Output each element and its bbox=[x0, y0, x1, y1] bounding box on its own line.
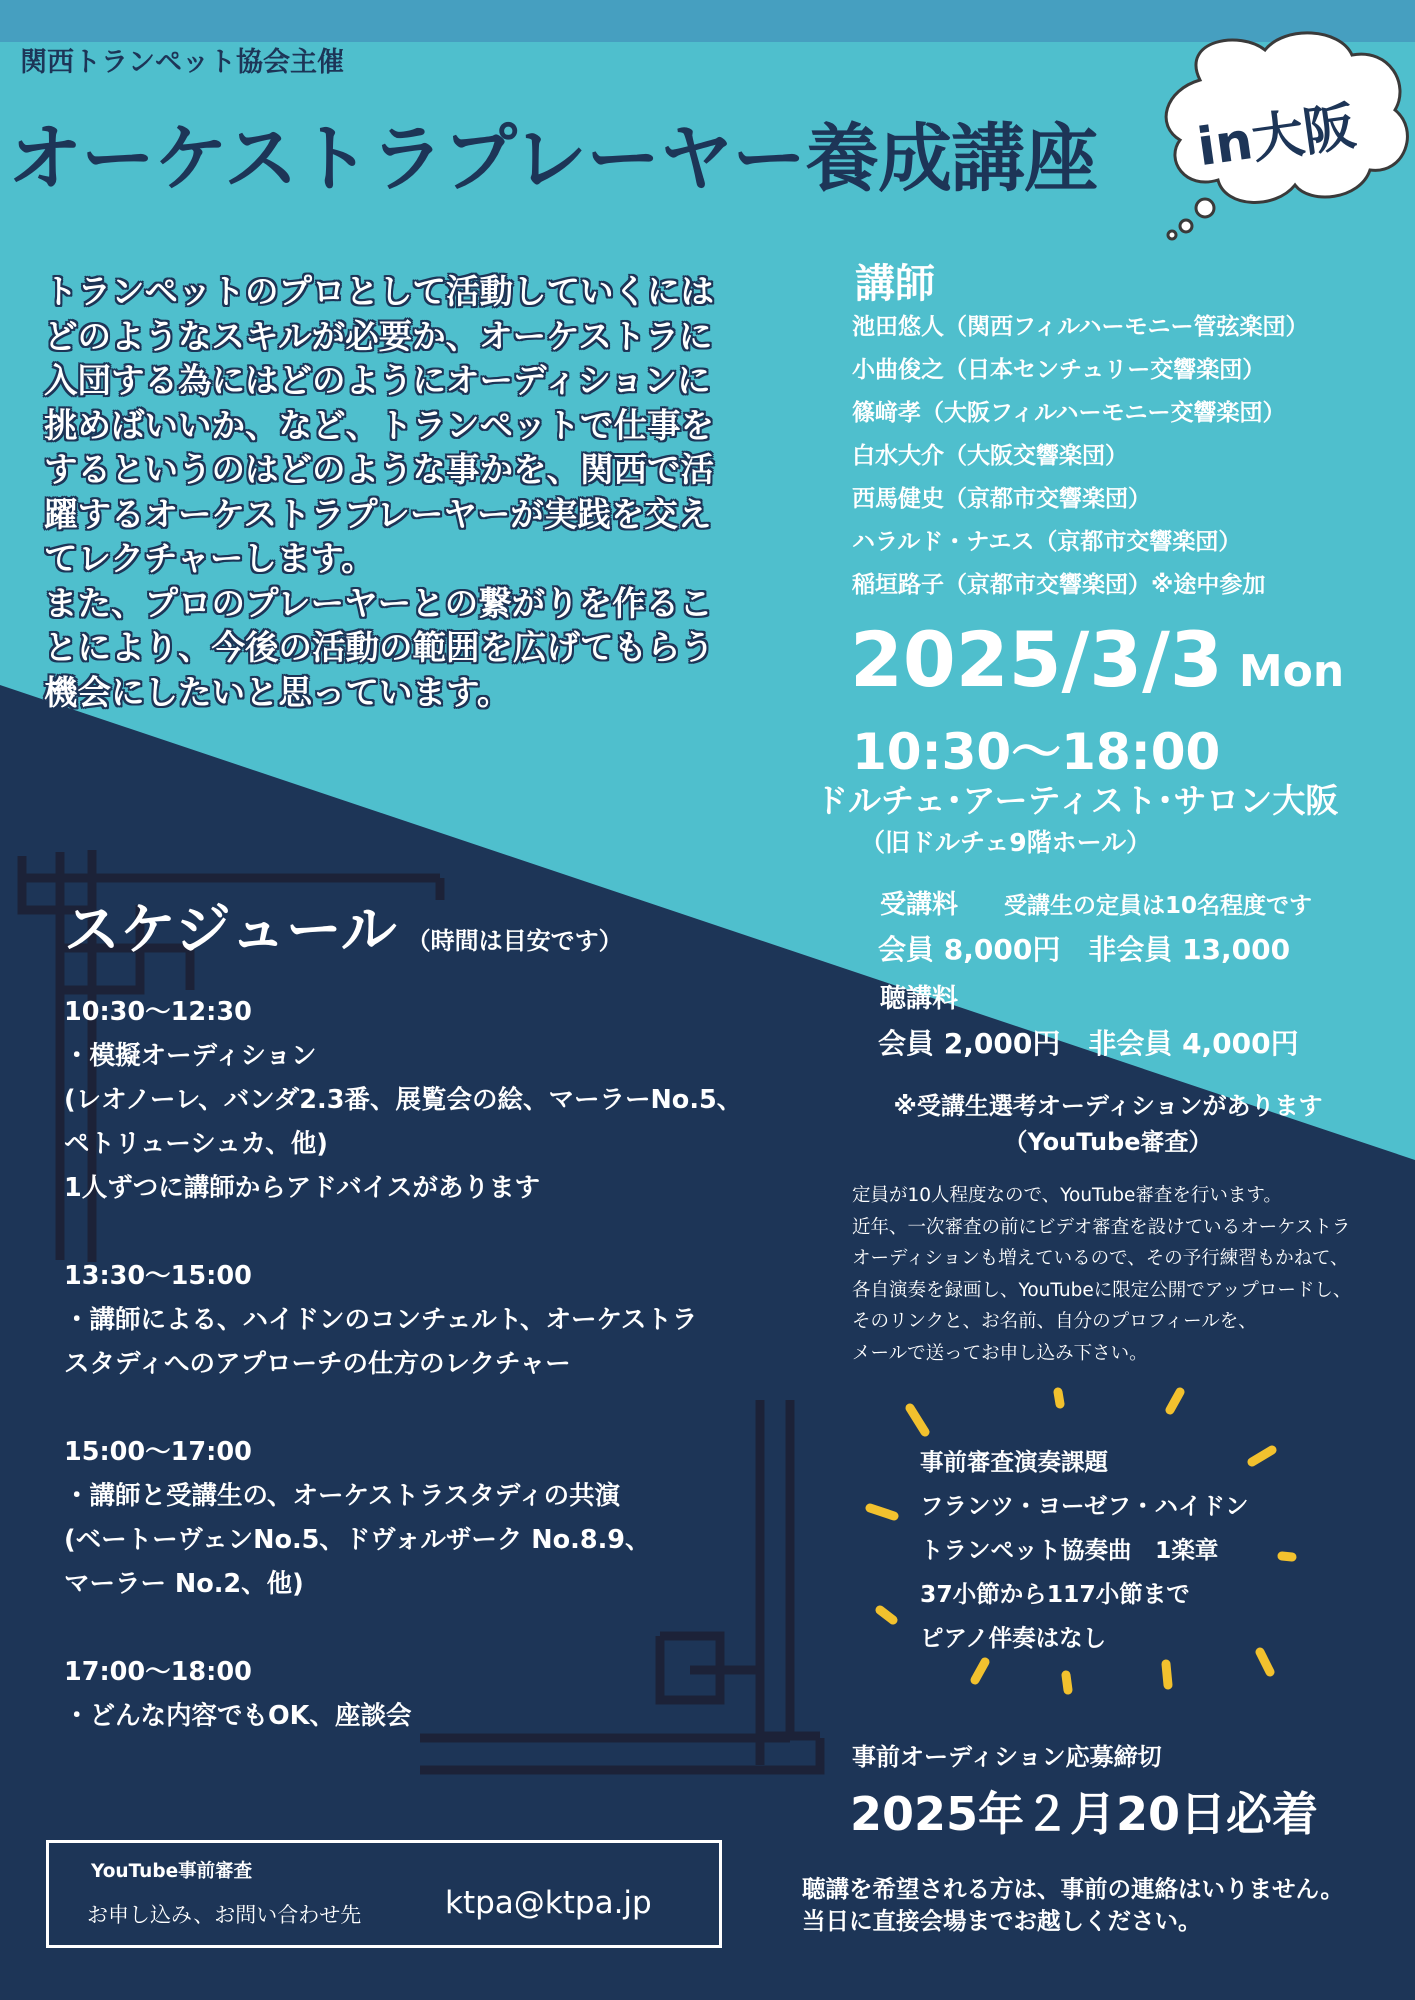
contact-email-link[interactable]: ktpa@ktpa.jp bbox=[445, 1885, 652, 1921]
schedule-block bbox=[64, 990, 784, 1210]
venue-name: ドルチェ･アーティスト･サロン大阪 bbox=[815, 781, 1339, 820]
event-day: Mon bbox=[1238, 646, 1345, 697]
lecturer-item: 池田悠人（関西フィルハーモニー管弦楽団） bbox=[852, 314, 1309, 340]
schedule-text: ・講師による、ハイドンのコンチェルト、オーケストラ スタディへのアプローチの仕方のレクチャー bbox=[64, 1305, 698, 1379]
schedule-time: 13:30〜15:00 bbox=[64, 1261, 252, 1291]
event-date bbox=[850, 615, 1344, 704]
top-bar bbox=[0, 0, 1415, 42]
contact-subtitle: YouTube事前審査 bbox=[91, 1861, 253, 1882]
lecturer-item: 西馬健史（京都市交響楽団） bbox=[852, 486, 1151, 512]
audition-note: ※受講生選考オーディションがあります （YouTube審査） bbox=[893, 1092, 1323, 1156]
audition-description: 定員が10人程度なので、YouTube審査を行います。 近年、一次審査の前にビデオ審査を設けているオーケストラ オーディションも増えているので、その予行練習もかねて、 各自演奏を録画し、YouTubeに限定公開でアップロードし、 そのリンクと、お名前、自分のプロフィールを、 メールで送ってお申し込み下さい。 bbox=[852, 1185, 1352, 1364]
audition-task: 事前審査演奏課題 フランツ・ヨーゼフ・ハイドン トランペット協奏曲 1楽章 37小節から117小節まで ピアノ伴奏はなし bbox=[920, 1448, 1249, 1652]
schedule-time: 15:00〜17:00 bbox=[64, 1437, 252, 1467]
capacity-note: 受講生の定員は10名程度です bbox=[1004, 893, 1313, 919]
tuition-label: 受講料 bbox=[880, 890, 959, 920]
audit-label: 聴講料 bbox=[880, 984, 959, 1014]
intro-paragraph-2: また、プロのプレーヤーとの繋がりを作るこ とにより、今後の活動の範囲を広げてもらう 機会にしたいと思っています。 bbox=[44, 583, 714, 712]
schedule-block bbox=[64, 1430, 784, 1606]
city-label: in大阪 bbox=[1193, 96, 1360, 179]
lecturer-item: 白水大介（大阪交響楽団） bbox=[852, 443, 1128, 469]
organizer-label: 関西トランペット協会主催 bbox=[20, 47, 344, 78]
schedule-time: 17:00〜18:00 bbox=[64, 1657, 252, 1687]
listener-note: 聴講を希望される方は、事前の連絡はいりません。 当日に直接会場までお越しください。 bbox=[802, 1875, 1344, 1935]
tuition-prices: 会員 8,000円 非会員 13,000 bbox=[878, 933, 1291, 966]
contact-label: お申し込み、お問い合わせ先 bbox=[87, 1903, 362, 1927]
deadline-date: 2025年２月20日必着 bbox=[850, 1787, 1319, 1841]
event-date-value: 2025/3/3 bbox=[850, 615, 1223, 704]
poster-title: オーケストラプレーヤー養成講座 bbox=[8, 116, 1098, 202]
lecturer-item: ハラルド・ナエス（京都市交響楽団） bbox=[852, 529, 1242, 555]
schedule-block bbox=[64, 1254, 784, 1386]
schedule-time: 10:30〜12:30 bbox=[64, 997, 252, 1027]
lecturer-item: 篠﨑孝（大阪フィルハーモニー交響楽団） bbox=[852, 400, 1286, 426]
intro-text bbox=[44, 270, 764, 715]
lecturer-item: 小曲俊之（日本センチュリー交響楽団） bbox=[852, 357, 1266, 383]
contact-box bbox=[46, 1840, 722, 1948]
lecturers-heading: 講師 bbox=[855, 261, 935, 307]
schedule-text: ・講師と受講生の、オーケストラスタディの共演 (ベートーヴェンNo.5、ドヴォルザーク No.8.9、 マーラー No.2、他) bbox=[64, 1481, 651, 1599]
schedule-list bbox=[64, 990, 784, 1782]
audit-prices: 会員 2,000円 非会員 4,000円 bbox=[878, 1027, 1299, 1060]
deadline-label: 事前オーディション応募締切 bbox=[852, 1743, 1162, 1771]
schedule-title bbox=[64, 886, 623, 966]
venue-note: （旧ドルチェ9階ホール） bbox=[860, 828, 1152, 857]
schedule-text: ・どんな内容でもOK、座談会 bbox=[64, 1701, 412, 1731]
lecturer-item: 稲垣路子（京都市交響楽団）※途中参加 bbox=[852, 572, 1266, 598]
schedule-block bbox=[64, 1650, 784, 1738]
schedule-note: （時間は目安です） bbox=[406, 927, 623, 955]
schedule-text: ・模擬オーディション (レオノーレ、バンダ2.3番、展覧会の絵、マーラーNo.5、 ペトリューシュカ、他) 1人ずつに講師からアドバイスがあります bbox=[64, 1041, 743, 1203]
event-time: 10:30〜18:00 bbox=[852, 723, 1221, 781]
schedule-title-text: スケジュール bbox=[64, 898, 397, 963]
lecturer-list bbox=[852, 306, 1309, 607]
intro-paragraph-1: トランペットのプロとして活動していくには どのようなスキルが必要か、オーケストラに 入団する為にはどのようにオーディションに 挑めばいいか、など、トランペットで仕事を するというのはどのような事かを、関西で活 躍するオーケストラプレーヤーが実践を交え てレクチャーします。 bbox=[44, 272, 714, 578]
